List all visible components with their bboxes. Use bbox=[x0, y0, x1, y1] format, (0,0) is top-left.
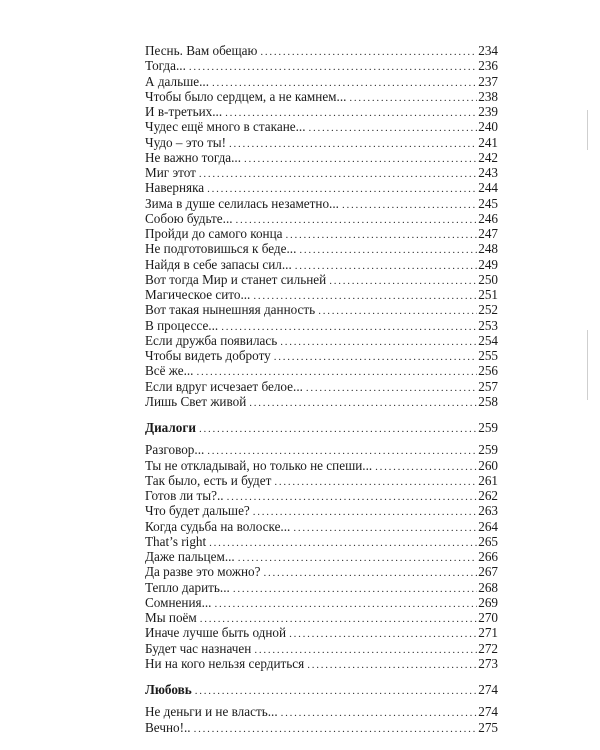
toc-entry bbox=[145, 196, 498, 211]
toc-entry bbox=[145, 641, 498, 656]
dot-leader bbox=[293, 521, 477, 536]
entry-page-number: 243 bbox=[478, 165, 498, 180]
entry-page-number: 240 bbox=[478, 119, 498, 135]
entry-page-number: 239 bbox=[478, 104, 498, 119]
entry-title: И в-третьих... bbox=[145, 104, 223, 119]
section-page-number: 274 bbox=[478, 682, 498, 697]
entry-title: В процессе... bbox=[145, 317, 219, 333]
entry-page-number: 267 bbox=[478, 564, 498, 580]
entry-title: Лишь Свет живой bbox=[145, 393, 247, 409]
entry-page-number: 256 bbox=[478, 363, 498, 379]
entry-page-number: 266 bbox=[478, 549, 498, 564]
toc-entry bbox=[145, 519, 498, 534]
entry-title: Если вдруг исчезает белое... bbox=[145, 378, 303, 394]
section-title: Диалоги bbox=[145, 420, 196, 435]
entry-title: Будет час назначен bbox=[145, 640, 252, 656]
toc-entry bbox=[145, 272, 498, 287]
entry-title: Чудес ещё много в стакане... bbox=[145, 119, 306, 135]
dot-leader bbox=[274, 350, 477, 365]
toc-entry bbox=[145, 379, 498, 394]
toc-entry bbox=[145, 302, 498, 317]
dot-leader bbox=[260, 45, 477, 60]
entry-page-number: 244 bbox=[478, 180, 498, 196]
toc-entry bbox=[145, 595, 498, 610]
entry-title: Зима в душе селилась незаметно... bbox=[145, 195, 339, 211]
entry-page-number: 234 bbox=[478, 43, 498, 58]
dot-leader bbox=[227, 490, 478, 505]
toc-entry bbox=[145, 656, 498, 671]
toc-entry bbox=[145, 165, 498, 180]
toc-entry bbox=[145, 119, 498, 134]
toc-entry bbox=[145, 394, 498, 409]
entry-page-number: 272 bbox=[478, 640, 498, 656]
entry-page-number: 271 bbox=[478, 625, 498, 641]
toc-entry bbox=[145, 318, 498, 333]
toc-entry bbox=[145, 363, 498, 378]
entry-page-number: 270 bbox=[478, 610, 498, 625]
dot-leader bbox=[194, 722, 478, 737]
entry-title: Миг этот bbox=[145, 165, 196, 180]
entry-page-number: 274 bbox=[478, 704, 498, 720]
entry-page-number: 275 bbox=[478, 719, 498, 735]
toc-entry bbox=[145, 180, 498, 195]
dot-leader bbox=[238, 551, 478, 566]
entry-title: Наверняка bbox=[145, 180, 205, 196]
entry-title: Разговор... bbox=[145, 442, 205, 458]
entry-page-number: 269 bbox=[478, 594, 498, 610]
toc-entry bbox=[145, 257, 498, 272]
entry-page-number: 263 bbox=[478, 503, 498, 519]
toc-entry bbox=[145, 211, 498, 226]
toc-entry bbox=[145, 704, 498, 719]
entry-title: Когда судьба на волоске... bbox=[145, 518, 291, 534]
dot-leader bbox=[342, 198, 477, 213]
dot-leader bbox=[375, 460, 477, 475]
dot-leader bbox=[349, 91, 477, 106]
dot-leader bbox=[329, 274, 477, 289]
entry-title: Вот такая нынешняя данность bbox=[145, 302, 316, 318]
entry-title: Если дружба появилась bbox=[145, 332, 278, 348]
toc-entry bbox=[145, 442, 498, 457]
entry-title: Всё же... bbox=[145, 363, 194, 379]
toc-entry bbox=[145, 74, 498, 89]
entry-page-number: 236 bbox=[478, 58, 498, 74]
entry-title: Ты не откладывай, но только не спеши... bbox=[145, 457, 373, 473]
entry-page-number: 255 bbox=[478, 348, 498, 363]
toc-entry bbox=[145, 226, 498, 241]
dot-leader bbox=[309, 121, 478, 136]
entry-page-number: 245 bbox=[478, 195, 498, 211]
dot-leader bbox=[195, 684, 478, 699]
entry-page-number: 247 bbox=[478, 226, 498, 241]
entry-page-number: 248 bbox=[478, 241, 498, 257]
dot-leader bbox=[233, 582, 477, 597]
dot-leader bbox=[274, 475, 477, 490]
toc-entry bbox=[145, 89, 498, 104]
toc-entry bbox=[145, 458, 498, 473]
entry-page-number: 242 bbox=[478, 149, 498, 165]
entry-page-number: 246 bbox=[478, 210, 498, 226]
toc-entry bbox=[145, 58, 498, 73]
entry-title: Сомнения... bbox=[145, 594, 212, 610]
toc-entry bbox=[145, 503, 498, 518]
toc-entry bbox=[145, 135, 498, 150]
dot-leader bbox=[199, 167, 477, 182]
entry-page-number: 251 bbox=[478, 287, 498, 302]
entry-page-number: 268 bbox=[478, 579, 498, 595]
entry-page-number: 264 bbox=[478, 518, 498, 534]
toc-entry bbox=[145, 720, 498, 735]
entry-title: Найдя в себе запасы сил... bbox=[145, 256, 292, 272]
entry-title: Даже пальцем... bbox=[145, 549, 235, 564]
entry-page-number: 262 bbox=[478, 488, 498, 503]
dot-leader bbox=[289, 627, 477, 642]
page-edge-mark bbox=[587, 110, 588, 150]
toc-section-header bbox=[145, 420, 498, 435]
dot-leader bbox=[249, 396, 477, 411]
toc-entry bbox=[145, 43, 498, 58]
entry-title: Иначе лучше быть одной bbox=[145, 625, 287, 641]
toc-entry bbox=[145, 625, 498, 640]
dot-leader bbox=[306, 381, 477, 396]
page-edge-mark bbox=[587, 330, 588, 400]
dot-leader bbox=[244, 152, 477, 167]
toc-entry bbox=[145, 150, 498, 165]
toc-entry bbox=[145, 348, 498, 363]
entry-title: Тепло дарить... bbox=[145, 579, 230, 595]
entry-page-number: 237 bbox=[478, 73, 498, 89]
entry-title: Не важно тогда... bbox=[145, 149, 242, 165]
entry-page-number: 238 bbox=[478, 88, 498, 104]
dot-leader bbox=[209, 536, 477, 551]
dot-leader bbox=[299, 243, 477, 258]
dot-leader bbox=[189, 60, 477, 75]
section-title: Любовь bbox=[145, 682, 192, 697]
entry-title: Чтобы видеть доброту bbox=[145, 348, 271, 363]
entry-page-number: 273 bbox=[478, 655, 498, 671]
toc-section-header bbox=[145, 682, 498, 697]
toc-entry bbox=[145, 333, 498, 348]
entry-page-number: 254 bbox=[478, 332, 498, 348]
toc-entry bbox=[145, 104, 498, 119]
entry-title: Не подготовишься к беде... bbox=[145, 241, 297, 257]
entry-title: Ни на кого нельзя сердиться bbox=[145, 655, 305, 671]
toc-entry bbox=[145, 534, 498, 549]
entry-title: Вот тогда Мир и станет сильней bbox=[145, 271, 327, 287]
entry-title: That’s right bbox=[145, 533, 207, 549]
entry-title: Песнь. Вам обещаю bbox=[145, 43, 258, 58]
dot-leader bbox=[318, 304, 477, 319]
entry-title: Пройди до самого конца bbox=[145, 226, 283, 241]
entry-title: Тогда... bbox=[145, 58, 186, 74]
entry-title: Да разве это можно? bbox=[145, 564, 261, 580]
dot-leader bbox=[280, 335, 477, 350]
entry-title: Собою будьте... bbox=[145, 210, 233, 226]
toc-entry bbox=[145, 580, 498, 595]
dot-leader bbox=[214, 597, 477, 612]
dot-leader bbox=[263, 566, 477, 581]
toc-entry bbox=[145, 488, 498, 503]
toc-entry bbox=[145, 610, 498, 625]
entry-title: Готов ли ты?.. bbox=[145, 488, 224, 503]
entry-title: Что будет дальше? bbox=[145, 503, 250, 519]
entry-page-number: 261 bbox=[478, 472, 498, 488]
entry-page-number: 250 bbox=[478, 271, 498, 287]
entry-page-number: 252 bbox=[478, 302, 498, 318]
toc-entry bbox=[145, 241, 498, 256]
entry-page-number: 257 bbox=[478, 378, 498, 394]
toc-entry bbox=[145, 473, 498, 488]
dot-leader bbox=[229, 137, 477, 152]
section-page-number: 259 bbox=[478, 420, 498, 435]
toc-entry bbox=[145, 549, 498, 564]
toc-entry bbox=[145, 564, 498, 579]
entry-page-number: 241 bbox=[478, 134, 498, 150]
entry-title: Вечно!.. bbox=[145, 719, 191, 735]
entry-page-number: 260 bbox=[478, 457, 498, 473]
entry-page-number: 249 bbox=[478, 256, 498, 272]
entry-title: Чтобы было сердцем, а не камнем... bbox=[145, 88, 347, 104]
entry-page-number: 258 bbox=[478, 393, 498, 409]
dot-leader bbox=[307, 658, 477, 673]
entry-page-number: 259 bbox=[478, 442, 498, 458]
toc-entry bbox=[145, 287, 498, 302]
entry-title: А дальше... bbox=[145, 73, 209, 89]
entry-title: Чудо – это ты! bbox=[145, 134, 226, 150]
dot-leader bbox=[286, 228, 478, 243]
entry-title: Магическое сито... bbox=[145, 287, 251, 302]
entry-page-number: 265 bbox=[478, 533, 498, 549]
entry-page-number: 253 bbox=[478, 317, 498, 333]
entry-title: Мы поём bbox=[145, 610, 197, 625]
entry-title: Так было, есть и будет bbox=[145, 472, 272, 488]
table-of-contents bbox=[145, 43, 498, 735]
dot-leader bbox=[199, 422, 477, 437]
dot-leader bbox=[281, 706, 478, 721]
entry-title: Не деньги и не власть... bbox=[145, 704, 278, 720]
